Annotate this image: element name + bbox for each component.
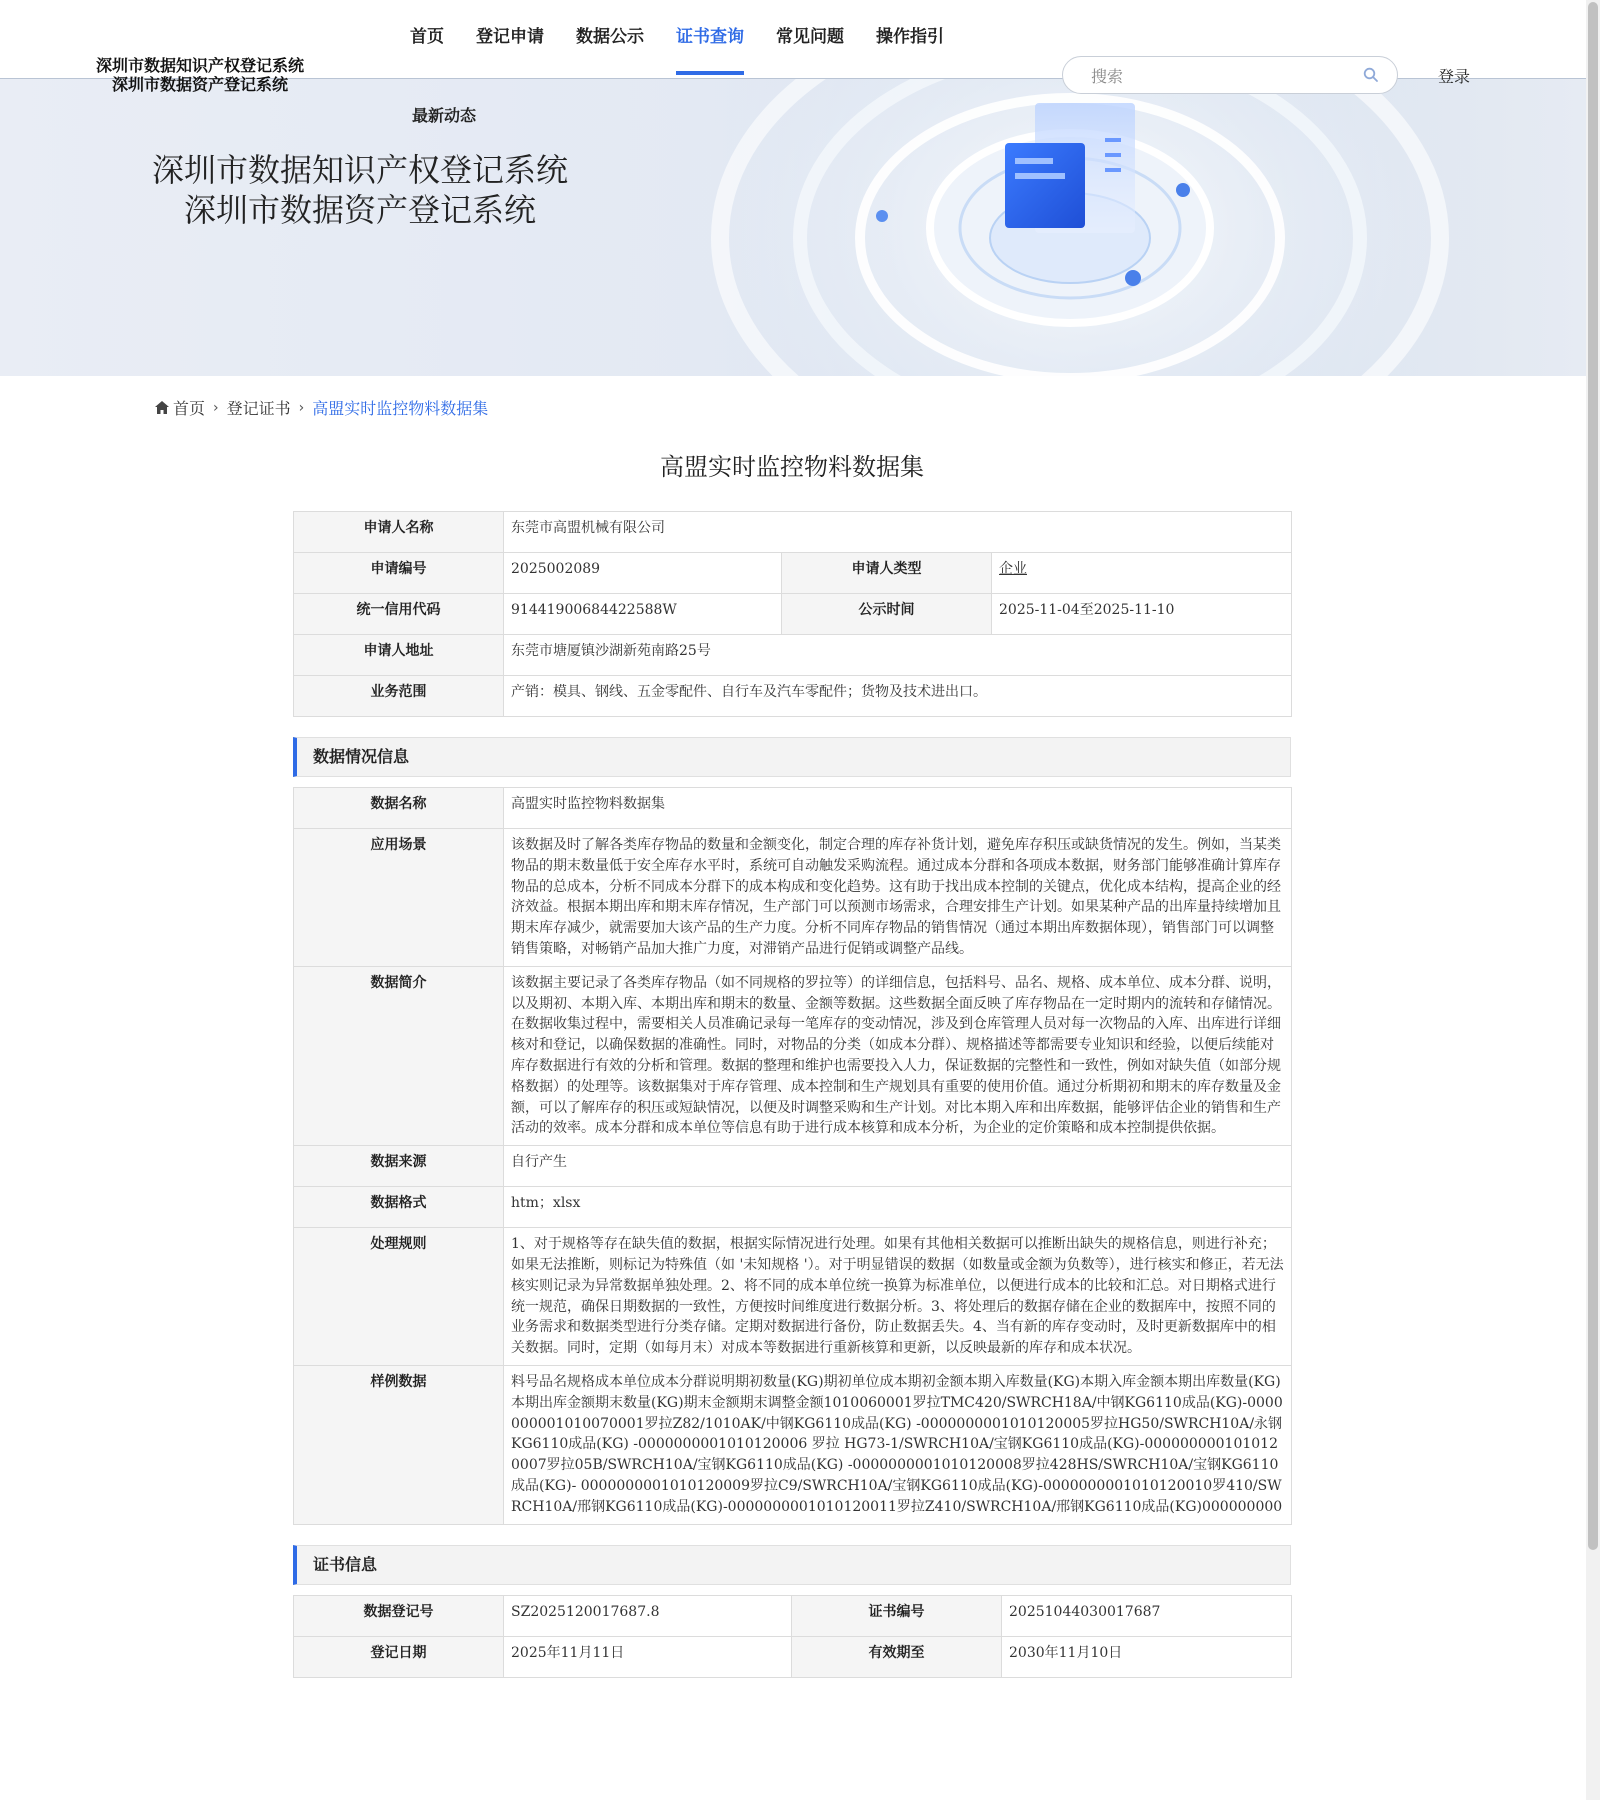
- data-name-label: 数据名称: [294, 788, 504, 829]
- source-label: 数据来源: [294, 1146, 504, 1187]
- nav-register-apply[interactable]: 登记申请: [476, 27, 544, 47]
- table-row: [294, 1187, 1292, 1228]
- applicant-address-label: 申请人地址: [294, 635, 504, 676]
- data-info-table: [293, 787, 1292, 1525]
- nav-guide[interactable]: 操作指引: [876, 27, 944, 47]
- applicant-name-label: 申请人名称: [294, 512, 504, 553]
- table-row: [294, 594, 1292, 635]
- format-label: 数据格式: [294, 1187, 504, 1228]
- table-row: [294, 676, 1292, 717]
- intro-value: 该数据主要记录了各类库存物品（如不同规格的罗拉等）的详细信息，包括料号、品名、规格、成本单位、成本分群、说明，以及期初、本期入库、本期出库和期末的数量、金额等数据。这些数据全面反映了库存物品在一定时期内的流转和存储情况。在数据收集过程中，需要相关人员准确记录每一笔库存的变动情况，涉及到仓库管理人员对每一次物品的入库、出库进行详细核对和登记，以确保数据的准确性。同时，对物品的分类（如成本分群）、规格描述等都需要专业知识和经验，以便后续能对库存数据进行有效的分析和管理。数据的整理和维护也需要投入人力，保证数据的完整性和一致性，例如对缺失值（如部分规格数据）的处理等。该数据集对于库存管理、成本控制和生产规划具有重要的使用价值。通过分析期初和期末的库存数量及金额，可以了解库存的积压或短缺情况，以便及时调整采购和生产计划。对比本期入库和出库数据，能够评估企业的销售和生产活动的效率。成本分群和成本单位等信息有助于进行成本核算和成本分析，为企业的定价策略和成本控制提供依据。: [504, 966, 1292, 1145]
- application-no-value: 2025002089: [504, 553, 782, 594]
- sample-label: 样例数据: [294, 1365, 504, 1524]
- reg-no-value: SZ2025120017687.8: [504, 1596, 792, 1637]
- applicant-type-label: 申请人类型: [782, 553, 992, 594]
- chevron-right-icon: ›: [213, 399, 219, 416]
- data-name-value: 高盟实时监控物料数据集: [504, 788, 1292, 829]
- breadcrumb-certificates[interactable]: 登记证书: [226, 399, 291, 418]
- credit-code-value: 91441900684422588W: [504, 594, 782, 635]
- applicant-name-value: 东莞市高盟机械有限公司: [504, 512, 1292, 553]
- publicity-time-label: 公示时间: [782, 594, 992, 635]
- search-input[interactable]: [1089, 65, 1343, 87]
- application-no-label: 申请编号: [294, 553, 504, 594]
- table-row: [294, 788, 1292, 829]
- page-scrollbar[interactable]: [1586, 0, 1600, 1800]
- valid-until-label: 有效期至: [792, 1637, 1002, 1678]
- nav-home[interactable]: 首页: [410, 27, 444, 47]
- table-row: [294, 829, 1292, 967]
- cert-no-label: 证书编号: [792, 1596, 1002, 1637]
- business-scope-value: 产销：模具、钢线、五金零配件、自行车及汽车零配件；货物及技术进出口。: [504, 676, 1292, 717]
- cert-no-value: 20251044030017687: [1002, 1596, 1292, 1637]
- table-row: [294, 512, 1292, 553]
- nav-certificate-query[interactable]: 证书查询: [676, 0, 744, 75]
- logo-line-1: 深圳市数据知识产权登记系统: [95, 56, 304, 75]
- applicant-address-value: 东莞市塘厦镇沙湖新苑南路25号: [504, 635, 1292, 676]
- banner-title: [140, 150, 580, 230]
- data-info-heading: 数据情况信息: [293, 737, 1291, 777]
- banner-title-line-1: 深圳市数据知识产权登记系统: [151, 151, 568, 189]
- table-row: [294, 1365, 1292, 1524]
- main-nav: [410, 0, 976, 78]
- nav-data-publicity[interactable]: 数据公示: [576, 27, 644, 47]
- table-row: [294, 553, 1292, 594]
- scrollbar-thumb[interactable]: [1588, 2, 1598, 1550]
- page-title: 高盟实时监控物料数据集: [660, 453, 924, 481]
- search-box: [1062, 56, 1398, 94]
- table-row: [294, 1637, 1292, 1678]
- hero-banner: [0, 78, 1586, 376]
- applicant-table: [293, 511, 1292, 717]
- site-logo[interactable]: [70, 56, 330, 94]
- home-icon: [155, 401, 169, 414]
- valid-until-value: 2030年11月10日: [1002, 1637, 1292, 1678]
- intro-label: 数据简介: [294, 966, 504, 1145]
- rules-value: 1、对于规格等存在缺失值的数据，根据实际情况进行处理。如果有其他相关数据可以推断出缺失的规格信息，则进行补充；如果无法推断，则标记为特殊值（如 '未知规格 '）。对于明显错误的数据（如数量或金额为负数等），进行核实和修正，若无法核实则记录为异常数据单独处理。2、将不同的成本单位统一换算为标准单位，以便进行成本的比较和汇总。对日期格式进行统一规范，确保日期数据的一致性，方便按时间维度进行数据分析。3、将处理后的数据存储在企业的数据库中，按照不同的业务需求和数据类型进行分类存储。定期对数据进行备份，防止数据丢失。4、当有新的库存变动时，及时更新数据库中的相关数据。同时，定期（如每月末）对成本等数据进行重新核算和更新，以反映最新的库存和成本状况。: [504, 1228, 1292, 1366]
- reg-date-label: 登记日期: [294, 1637, 504, 1678]
- business-scope-label: 业务范围: [294, 676, 504, 717]
- chevron-right-icon: ›: [298, 399, 305, 416]
- breadcrumb: [155, 396, 488, 419]
- cert-info-heading: 证书信息: [293, 1545, 1291, 1585]
- table-row: [294, 1228, 1292, 1366]
- source-value: 自行产生: [504, 1146, 1292, 1187]
- sample-value: 料号品名规格成本单位成本分群说明期初数量(KG)期初单位成本期初金额本期入库数量(KG)本期入库金额本期出库数量(KG)本期出库金额期末数量(KG)期末金额期末调整金额1010060001罗拉TMC420/SWRCH18A/中钢KG6110成品(KG)-0000000001010070001罗拉Z82/1010AK/中钢KG6110成品(KG) -0000000001010120005罗拉HG50/SWRCH10A/永钢KG6110成品(KG) -0000000001010120006 罗拉 HG73-1/SWRCH10A/宝钢KG6110成品(KG)-0000000001010120007罗拉05B/SWRCH10A/宝钢KG6110成品(KG) -0000000001010120008罗拉428HS/SWRCH10A/宝钢KG6110成品(KG)- 0000000001010120009罗拉C9/SWRCH10A/宝钢KG6110成品(KG)-0000000001010120010罗410/SWRCH10A/邢钢KG6110成品(KG)-0000000001010120011罗拉Z410/SWRCH10A/邢钢KG6110成品(KG)000000000: [504, 1365, 1292, 1524]
- publicity-time-value: 2025-11-04至2025-11-10: [992, 594, 1292, 635]
- rules-label: 处理规则: [294, 1228, 504, 1366]
- credit-code-label: 统一信用代码: [294, 594, 504, 635]
- login-link[interactable]: 登录: [1438, 67, 1471, 86]
- nav-faq[interactable]: 常见问题: [776, 27, 844, 47]
- reg-date-value: 2025年11月11日: [504, 1637, 792, 1678]
- table-row: [294, 1146, 1292, 1187]
- applicant-type-cell: [992, 553, 1292, 594]
- breadcrumb-current: 高盟实时监控物料数据集: [312, 399, 489, 418]
- breadcrumb-home[interactable]: 首页: [173, 399, 206, 418]
- cert-info-table: [293, 1595, 1292, 1678]
- scenario-value: 该数据及时了解各类库存物品的数量和金额变化，制定合理的库存补货计划，避免库存积压或缺货情况的发生。例如，当某类物品的期末数量低于安全库存水平时，系统可自动触发采购流程。通过成本分群和各项成本数据，财务部门能够准确计算库存物品的总成本，分析不同成本分群下的成本构成和变化趋势。这有助于找出成本控制的关键点，优化成本结构，提高企业的经济效益。根据本期出库和期末库存情况，生产部门可以预测市场需求，合理安排生产计划。如果某种产品的出库量持续增加且期末库存减少，就需要加大该产品的生产力度。分析不同库存物品的销售情况（通过本期出库数据体现），销售部门可以调整销售策略，对畅销产品加大推广力度，对滞销产品进行促销或调整产品线。: [504, 829, 1292, 967]
- table-row: [294, 966, 1292, 1145]
- format-value: htm；xlsx: [504, 1187, 1292, 1228]
- applicant-type-link[interactable]: 企业: [999, 561, 1027, 577]
- scenario-label: 应用场景: [294, 829, 504, 967]
- search-icon[interactable]: [1363, 67, 1379, 83]
- table-row: [294, 635, 1292, 676]
- reg-no-label: 数据登记号: [294, 1596, 504, 1637]
- banner-title-line-2: 深圳市数据资产登记系统: [183, 191, 536, 229]
- table-row: [294, 1596, 1292, 1637]
- logo-line-2: 深圳市数据资产登记系统: [111, 75, 288, 94]
- latest-news-link[interactable]: 最新动态: [412, 106, 477, 125]
